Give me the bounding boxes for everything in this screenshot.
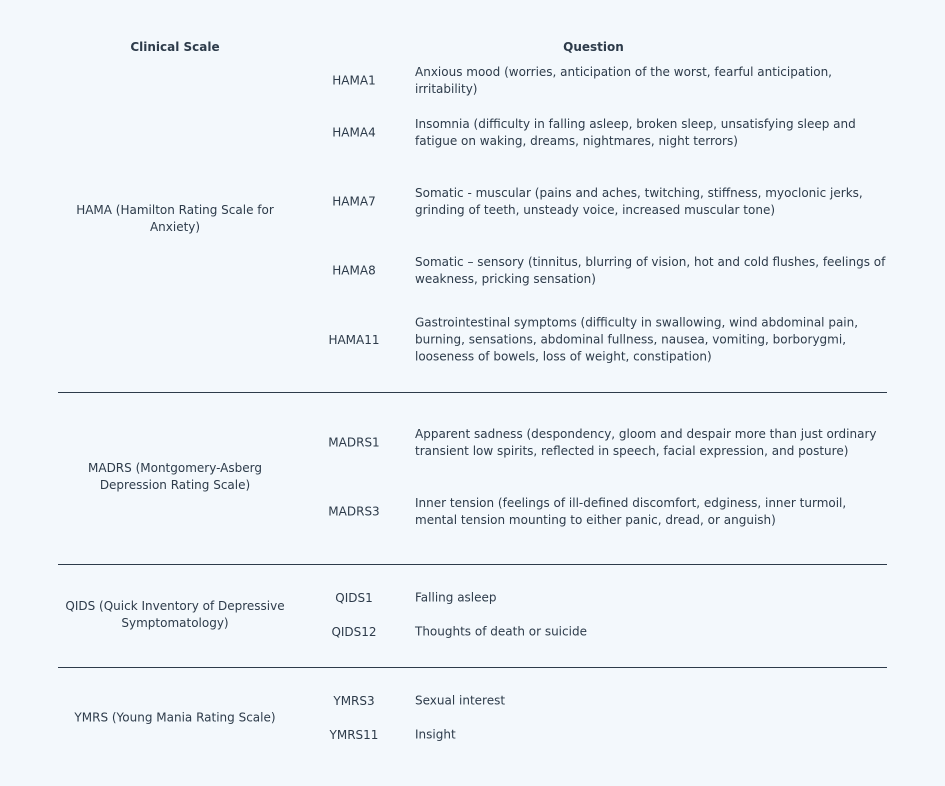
- item-question: Inner tension (feelings of ill-defined discomfort, edginess, inner turmoil, mental tension mounting to either panic, dread, or anguish): [415, 496, 847, 527]
- item-question: Thoughts of death or suicide: [415, 624, 587, 639]
- item-question: Somatic - muscular (pains and aches, twitching, stiffness, myoclonic jerks, grinding of teeth, unsteady voice, increased muscular tone): [415, 186, 863, 217]
- table-row: [58, 254, 887, 288]
- table-row: [58, 727, 887, 744]
- header-question: Question: [563, 40, 624, 54]
- table-row: [58, 693, 887, 710]
- group-divider: [58, 667, 887, 668]
- item-code: MADRS1: [328, 435, 380, 450]
- item-code: HAMA1: [332, 73, 376, 88]
- item-question: Apparent sadness (despondency, gloom and despair more than just ordinary transient low spirits, reflected in speech, facial expression, and posture): [415, 427, 877, 458]
- item-code: YMRS11: [329, 727, 379, 742]
- table-row: [58, 185, 887, 219]
- table-row: [58, 426, 887, 460]
- item-question: Anxious mood (worries, anticipation of the worst, fearful anticipation, irritability): [415, 65, 832, 96]
- item-question: Insomnia (difficulty in falling asleep, broken sleep, unsatisfying sleep and fatigue on waking, dreams, nightmares, night terrors): [415, 117, 856, 148]
- header-clinical-scale: Clinical Scale: [130, 40, 220, 54]
- group-divider: [58, 564, 887, 565]
- item-question: Falling asleep: [415, 590, 497, 605]
- item-question: Gastrointestinal symptoms (difficulty in swallowing, wind abdominal pain, burning, sensations, abdominal fullness, nausea, vomiting, borborygmi, looseness of bowels, loss of weight, constipation): [415, 315, 859, 364]
- scale-name: QIDS (Quick Inventory of Depressive Symptomatology): [65, 599, 285, 630]
- table-row: [58, 495, 887, 529]
- table-row: [58, 315, 887, 366]
- item-question: Sexual interest: [415, 693, 506, 708]
- table-row: [58, 624, 887, 641]
- table-row: [58, 64, 887, 98]
- scale-name: HAMA (Hamilton Rating Scale for Anxiety): [76, 203, 274, 234]
- group-divider: [58, 392, 887, 393]
- item-question: Somatic – sensory (tinnitus, blurring of vision, hot and cold flushes, feelings of weakness, pricking sensation): [415, 255, 886, 286]
- table-row: [58, 590, 887, 607]
- item-question: Insight: [415, 727, 456, 742]
- scale-name: MADRS (Montgomery-Asberg Depression Rating Scale): [88, 461, 262, 492]
- item-code: HAMA4: [332, 125, 376, 140]
- item-code: QIDS1: [335, 590, 373, 605]
- item-code: QIDS12: [331, 624, 377, 639]
- scale-name: YMRS (Young Mania Rating Scale): [74, 710, 276, 725]
- item-code: HAMA8: [332, 263, 376, 278]
- item-code: HAMA7: [332, 194, 376, 209]
- item-code: YMRS3: [333, 693, 375, 708]
- item-code: HAMA11: [328, 332, 380, 347]
- item-code: MADRS3: [328, 504, 380, 519]
- table-row: [58, 116, 887, 150]
